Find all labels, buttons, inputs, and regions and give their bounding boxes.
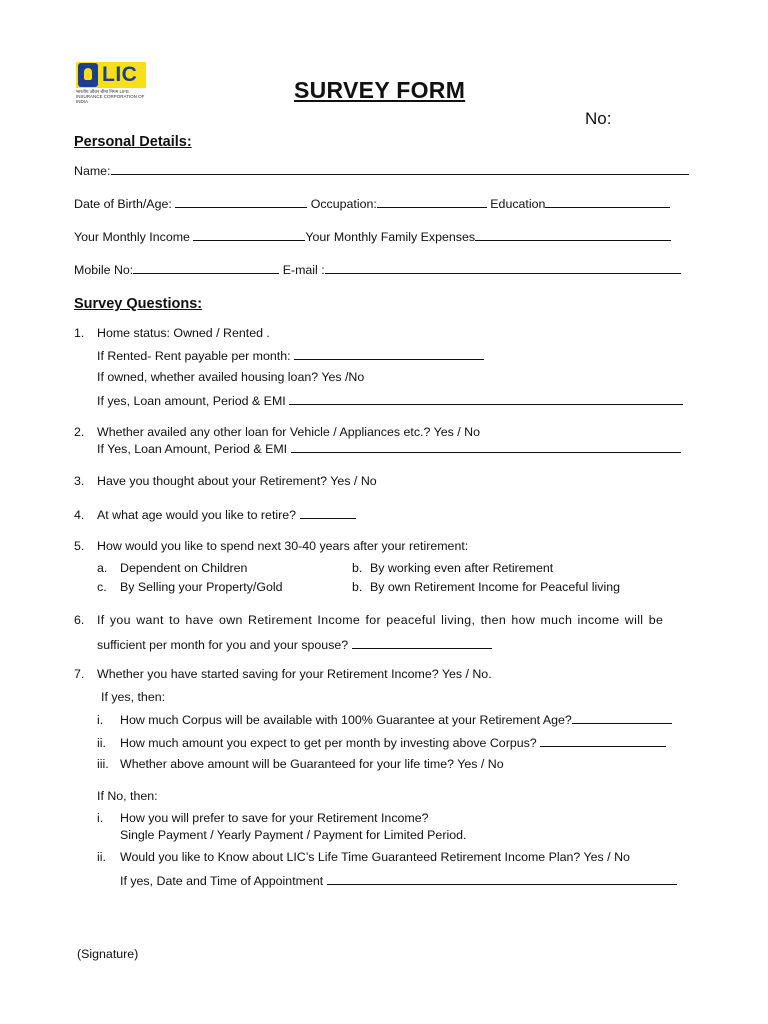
q7-no-ii [97,850,630,864]
education-field[interactable] [545,196,670,208]
question-number: 4. [74,508,85,522]
sufficient-income-field[interactable] [352,637,492,649]
name-field[interactable] [111,163,689,175]
sub-marker: i. [97,811,104,825]
q1-loan-label: If yes, Loan amount, Period & EMI [97,394,286,408]
q1-rented-label: If Rented- Rent payable per month: [97,349,291,363]
q7-no-i [97,811,429,825]
education-label: Education [490,197,546,211]
question-5 [74,539,468,553]
dob-label: Date of Birth/Age: [74,197,172,211]
q7-if-no: If No, then: [97,789,158,803]
form-number-label: No: [585,109,612,128]
sub-question-text: Would you like to Know about LIC’s Life Time Guaranteed Retirement Income Plan? Yes / No [120,850,630,864]
option-marker: a. [97,561,108,575]
q5-option-b[interactable] [352,561,553,575]
option-text: By own Retirement Income for Peaceful living [370,580,620,594]
question-text: Whether you have started saving for your Retirement Income? Yes / No. [97,667,492,681]
income-label: Your Monthly Income [74,230,190,244]
logo-text: LIC [102,63,138,86]
sub-marker: i. [97,713,104,727]
email-label: E-mail : [282,263,325,277]
q2-loan-label: If Yes, Loan Amount, Period & EMI [97,442,288,456]
question-text: sufficient per month for you and your spouse? [97,638,349,652]
question-text: Have you thought about your Retirement? Yes / No [97,474,377,488]
name-label: Name: [74,164,111,178]
logo-subtext: भारतीय जीवन बीमा निगम LIFE INSURANCE CORPORATION OF INDIA [76,89,145,104]
sub-marker: iii. [97,757,109,771]
q1-loan-row [97,393,683,408]
dob-row [74,196,670,211]
question-7 [74,667,492,681]
survey-questions-heading: Survey Questions: [74,296,203,312]
form-title: SURVEY FORM [294,77,466,103]
sub-question-text: How much Corpus will be available with 100% Guarantee at your Retirement Age? [120,713,572,727]
rent-field[interactable] [294,348,484,360]
option-marker: b. [352,561,363,575]
occupation-label: Occupation: [310,197,377,211]
mobile-label: Mobile No: [74,263,134,277]
personal-details-heading: Personal Details: [74,134,192,150]
option-marker: b. [352,580,363,594]
question-number: 7. [74,667,85,681]
question-2 [74,425,480,439]
question-text: At what age would you like to retire? [97,508,297,522]
sub-question-text: Whether above amount will be Guaranteed for your life time? Yes / No [120,757,504,771]
appointment-row [120,873,677,888]
other-loan-field[interactable] [291,441,681,453]
q7-yes-ii [97,735,666,750]
q1-owned-row: If owned, whether availed housing loan? Yes /No [97,370,365,384]
occupation-field[interactable] [377,196,487,208]
monthly-amount-field[interactable] [540,735,666,747]
signature-label: (Signature) [77,947,139,961]
q5-option-a[interactable] [97,561,247,575]
appointment-label: If yes, Date and Time of Appointment [120,874,324,888]
q5-option-d[interactable] [352,580,620,594]
name-row [74,163,689,178]
question-1 [74,326,270,340]
option-text: Dependent on Children [120,561,248,575]
question-text: Whether availed any other loan for Vehicle / Appliances etc.? Yes / No [97,425,480,439]
housing-loan-field[interactable] [289,393,683,405]
sub-marker: ii. [97,850,106,864]
contact-row [74,262,681,277]
lamp-emblem-icon [78,63,98,87]
question-text: How would you like to spend next 30-40 years after your retirement: [97,539,469,553]
sub-question-text: How you will prefer to save for your Retirement Income? [120,811,429,825]
email-field[interactable] [325,262,681,274]
q7-yes-i [97,712,672,727]
q6-line-2 [97,637,492,652]
income-field[interactable] [193,229,305,241]
question-6 [74,613,663,627]
option-marker: c. [97,580,107,594]
q7-yes-iii [97,757,504,771]
question-number: 2. [74,425,85,439]
mobile-field[interactable] [133,262,279,274]
question-4 [74,507,356,522]
income-row [74,229,671,244]
question-text: Home status: Owned / Rented . [97,326,270,340]
question-number: 6. [74,613,85,627]
q2-loan-row [97,441,681,456]
option-text: By working even after Retirement [370,561,554,575]
corpus-field[interactable] [572,712,672,724]
question-number: 1. [74,326,85,340]
option-text: By Selling your Property/Gold [120,580,283,594]
sub-question-text: How much amount you expect to get per month by investing above Corpus? [120,736,537,750]
appointment-field[interactable] [327,873,677,885]
dob-field[interactable] [175,196,307,208]
lic-logo [76,62,146,104]
q5-option-c[interactable] [97,580,283,594]
question-number: 5. [74,539,85,553]
q1-rented-row [97,348,484,363]
expenses-field[interactable] [475,229,671,241]
question-number: 3. [74,474,85,488]
expenses-label: Your Monthly Family Expenses [305,230,476,244]
retire-age-field[interactable] [300,507,356,519]
q7-no-i-options: Single Payment / Yearly Payment / Payment for Limited Period. [120,828,467,842]
question-text: If you want to have own Retirement Income for peaceful living, then how much income will be [97,613,664,627]
q7-if-yes: If yes, then: [101,690,166,704]
sub-marker: ii. [97,736,106,750]
question-3 [74,474,377,488]
